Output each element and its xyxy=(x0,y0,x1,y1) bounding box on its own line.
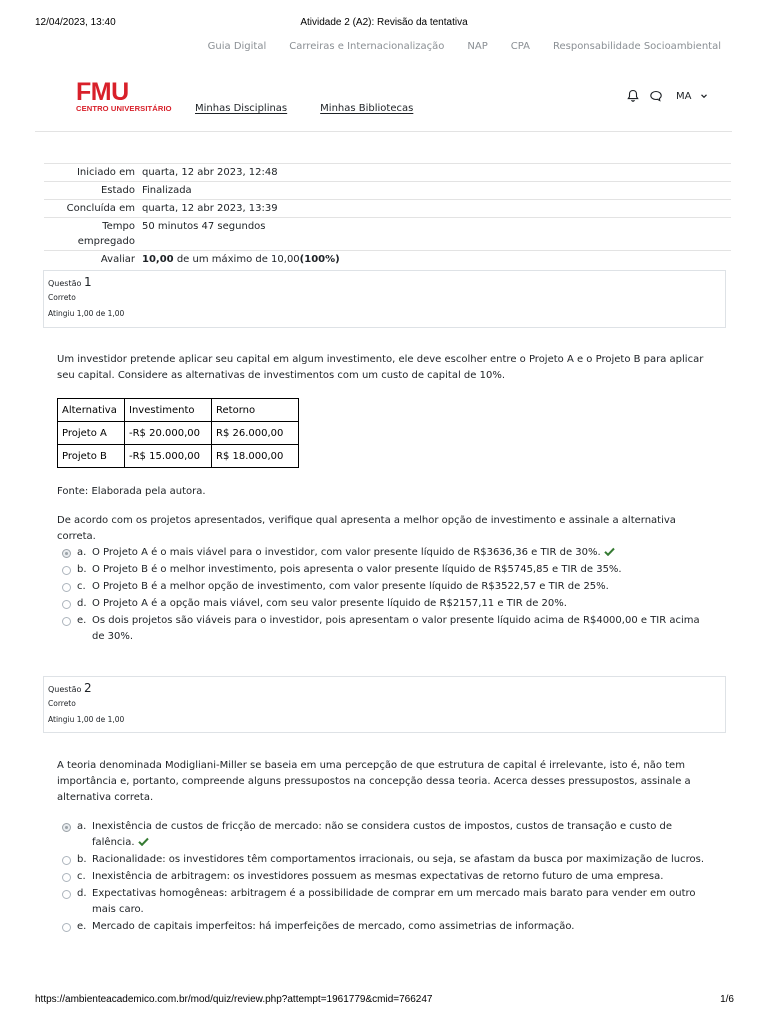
answer-text: Inexistência de custos de fricção de mercado: não se considera custos de impostos, custos de transação e custo de falência. xyxy=(92,821,673,848)
answer-option-c[interactable] xyxy=(62,579,712,595)
question-grade: Atingiu 1,00 de 1,00 xyxy=(48,715,125,724)
answer-letter: b. xyxy=(77,564,87,575)
answer-option-c[interactable] xyxy=(62,869,712,885)
print-page-number: 1/6 xyxy=(720,994,734,1005)
print-url: https://ambienteacademico.com.br/mod/quiz/review.php?attempt=1961779&cmid=766247 xyxy=(35,994,433,1005)
topnav-link-nap[interactable]: NAP xyxy=(467,41,488,52)
nav-minhas-bibliotecas[interactable]: Minhas Bibliotecas xyxy=(320,103,414,114)
table-cell: Projeto A xyxy=(58,422,125,445)
answer-text: O Projeto B é a melhor opção de investimento, com valor presente líquido de R$3522,57 e TIR de 25%. xyxy=(92,581,609,592)
answer-option-b[interactable] xyxy=(62,852,712,868)
summary-row-state xyxy=(44,181,731,199)
radio-button[interactable] xyxy=(62,856,71,865)
table-cell: -R$ 20.000,00 xyxy=(125,422,212,445)
topnav-link-guia-digital[interactable]: Guia Digital xyxy=(207,41,267,52)
radio-button[interactable] xyxy=(62,890,71,899)
summary-label: Tempo empregado xyxy=(77,221,135,247)
answer-option-a[interactable] xyxy=(62,545,712,561)
question-text-1: Um investidor pretende aplicar seu capital em algum investimento, ele deve escolher entre o Projeto A e o Projeto B para aplicar seu capital. Considere as alternativas de investimentos com um custo de capital de 10%. xyxy=(57,354,704,381)
topnav-link-carreiras[interactable]: Carreiras e Internacionalização xyxy=(289,41,445,52)
radio-button[interactable] xyxy=(62,873,71,882)
table-row xyxy=(58,445,299,468)
table-header: Alternativa xyxy=(58,399,125,422)
summary-value: quarta, 12 abr 2023, 13:39 xyxy=(142,203,278,214)
table-row xyxy=(58,422,299,445)
logo-subtext: CENTRO UNIVERSITÁRIO xyxy=(76,104,172,113)
question-text-2: A teoria denominada Modigliani-Miller se baseia em uma percepção de que estrutura de capital é irrelevante, isto é, não tem importância e, portanto, compreende alguns pressupostos na concepção dessa teoria. Acerca desses pressupostos, assinale a alternativa correta. xyxy=(57,760,691,803)
answer-text: Expectativas homogêneas: arbitragem é a possibilidade de comprar em um mercado mais barato para vender em outro mais caro. xyxy=(92,888,696,915)
radio-button[interactable] xyxy=(62,583,71,592)
answer-option-d[interactable] xyxy=(62,596,712,612)
question-grade: Atingiu 1,00 de 1,00 xyxy=(48,309,125,318)
table-header-row xyxy=(58,399,299,422)
answer-text: O Projeto A é o mais viável para o investidor, com valor presente líquido de R$3636,36 e TIR de 30%. xyxy=(92,547,601,558)
question-info-1 xyxy=(43,270,726,328)
header-divider xyxy=(35,131,732,132)
radio-button[interactable] xyxy=(62,923,71,932)
question-instruction: De acordo com os projetos apresentados, verifique qual apresenta a melhor opção de investimento e assinale a alternativa correta. xyxy=(57,515,676,542)
answer-list-2 xyxy=(62,819,712,936)
question-source: Fonte: Elaborada pela autora. xyxy=(57,486,206,497)
grade-max: de um máximo de 10,00 xyxy=(173,254,300,265)
answer-letter: d. xyxy=(77,888,87,899)
question-info-2 xyxy=(43,676,726,733)
summary-label: Avaliar xyxy=(100,254,135,265)
user-area xyxy=(626,89,709,103)
question-label: Questão xyxy=(48,279,82,288)
chevron-down-icon[interactable] xyxy=(699,91,709,101)
topnav-link-cpa[interactable]: CPA xyxy=(510,41,530,52)
summary-row-grade xyxy=(44,250,731,268)
summary-label: Iniciado em xyxy=(76,167,135,178)
question-label: Questão xyxy=(48,685,82,694)
topnav-link-responsabilidade[interactable]: Responsabilidade Socioambiental xyxy=(552,41,721,52)
answer-text: Os dois projetos são viáveis para o investidor, pois apresentam o valor presente líquido acima de R$4000,00 e TIR acima de 30%. xyxy=(92,615,700,642)
answer-letter: e. xyxy=(77,615,87,626)
grade-percent: (100%) xyxy=(299,254,340,265)
print-title: Atividade 2 (A2): Revisão da tentativa xyxy=(300,17,468,28)
question-number xyxy=(48,276,721,290)
answer-text-wrap xyxy=(90,545,712,561)
table-cell: R$ 26.000,00 xyxy=(212,422,299,445)
answer-list-1 xyxy=(62,545,712,646)
answer-letter: b. xyxy=(77,854,87,865)
answer-text: Mercado de capitais imperfeitos: há imperfeições de mercado, como assimetrias de informação. xyxy=(92,921,575,932)
user-initials[interactable]: MA xyxy=(676,90,692,102)
answer-letter: a. xyxy=(77,547,87,558)
summary-row-time xyxy=(44,217,731,250)
nav-minhas-disciplinas[interactable]: Minhas Disciplinas xyxy=(195,103,288,114)
radio-button[interactable] xyxy=(62,549,71,558)
radio-button[interactable] xyxy=(62,617,71,626)
fmu-logo[interactable] xyxy=(76,78,172,115)
answer-option-a[interactable] xyxy=(62,819,712,851)
answer-option-e[interactable] xyxy=(62,919,712,935)
answer-option-d[interactable] xyxy=(62,886,712,918)
question-status: Correto xyxy=(48,699,76,708)
answer-letter: c. xyxy=(77,871,86,882)
summary-row-completed xyxy=(44,199,731,217)
question-number-value: 1 xyxy=(83,275,92,289)
answer-letter: e. xyxy=(77,921,87,932)
grade-score: 10,00 xyxy=(142,254,174,265)
answer-letter: a. xyxy=(77,821,87,832)
radio-button[interactable] xyxy=(62,823,71,832)
chat-icon[interactable] xyxy=(649,89,663,103)
question-number xyxy=(48,682,721,696)
table-header: Investimento xyxy=(125,399,212,422)
print-footer xyxy=(0,994,768,1008)
investment-table xyxy=(57,398,299,468)
summary-value: quarta, 12 abr 2023, 12:48 xyxy=(142,167,278,178)
table-header: Retorno xyxy=(212,399,299,422)
answer-option-e[interactable] xyxy=(62,613,712,645)
answer-text: Racionalidade: os investidores têm comportamentos irracionais, ou seja, se afastam da busca por maximização de lucros. xyxy=(92,854,705,865)
summary-label: Concluída em xyxy=(66,203,135,214)
attempt-summary xyxy=(44,163,731,268)
main-nav xyxy=(195,103,413,114)
table-cell: Projeto B xyxy=(58,445,125,468)
logo-text: FMU xyxy=(76,78,129,106)
answer-text: O Projeto A é a opção mais viável, com seu valor presente líquido de R$2157,11 e TIR de 20%. xyxy=(92,598,567,609)
bell-icon[interactable] xyxy=(626,89,640,103)
answer-text: Inexistência de arbitragem: os investidores possuem as mesmas expectativas de retorno futuro de uma empresa. xyxy=(92,871,664,882)
print-datetime: 12/04/2023, 13:40 xyxy=(35,17,116,28)
answer-text-wrap xyxy=(90,819,712,851)
summary-label: Estado xyxy=(100,185,135,196)
summary-value xyxy=(142,251,731,268)
table-cell: -R$ 15.000,00 xyxy=(125,445,212,468)
answer-text: O Projeto B é o melhor investimento, pois apresenta o valor presente líquido de R$5745,85 e TIR de 35%. xyxy=(92,564,622,575)
top-nav xyxy=(208,41,721,52)
table-cell: R$ 18.000,00 xyxy=(212,445,299,468)
question-number-value: 2 xyxy=(83,681,92,695)
answer-option-b[interactable] xyxy=(62,562,712,578)
radio-button[interactable] xyxy=(62,566,71,575)
check-icon xyxy=(138,837,149,846)
summary-value: Finalizada xyxy=(142,185,192,196)
question-status: Correto xyxy=(48,293,76,302)
answer-letter: c. xyxy=(77,581,86,592)
answer-letter: d. xyxy=(77,598,87,609)
summary-row-started xyxy=(44,163,731,181)
radio-button[interactable] xyxy=(62,600,71,609)
summary-value: 50 minutos 47 segundos xyxy=(142,221,266,232)
print-header xyxy=(0,17,768,31)
check-icon xyxy=(604,547,615,556)
